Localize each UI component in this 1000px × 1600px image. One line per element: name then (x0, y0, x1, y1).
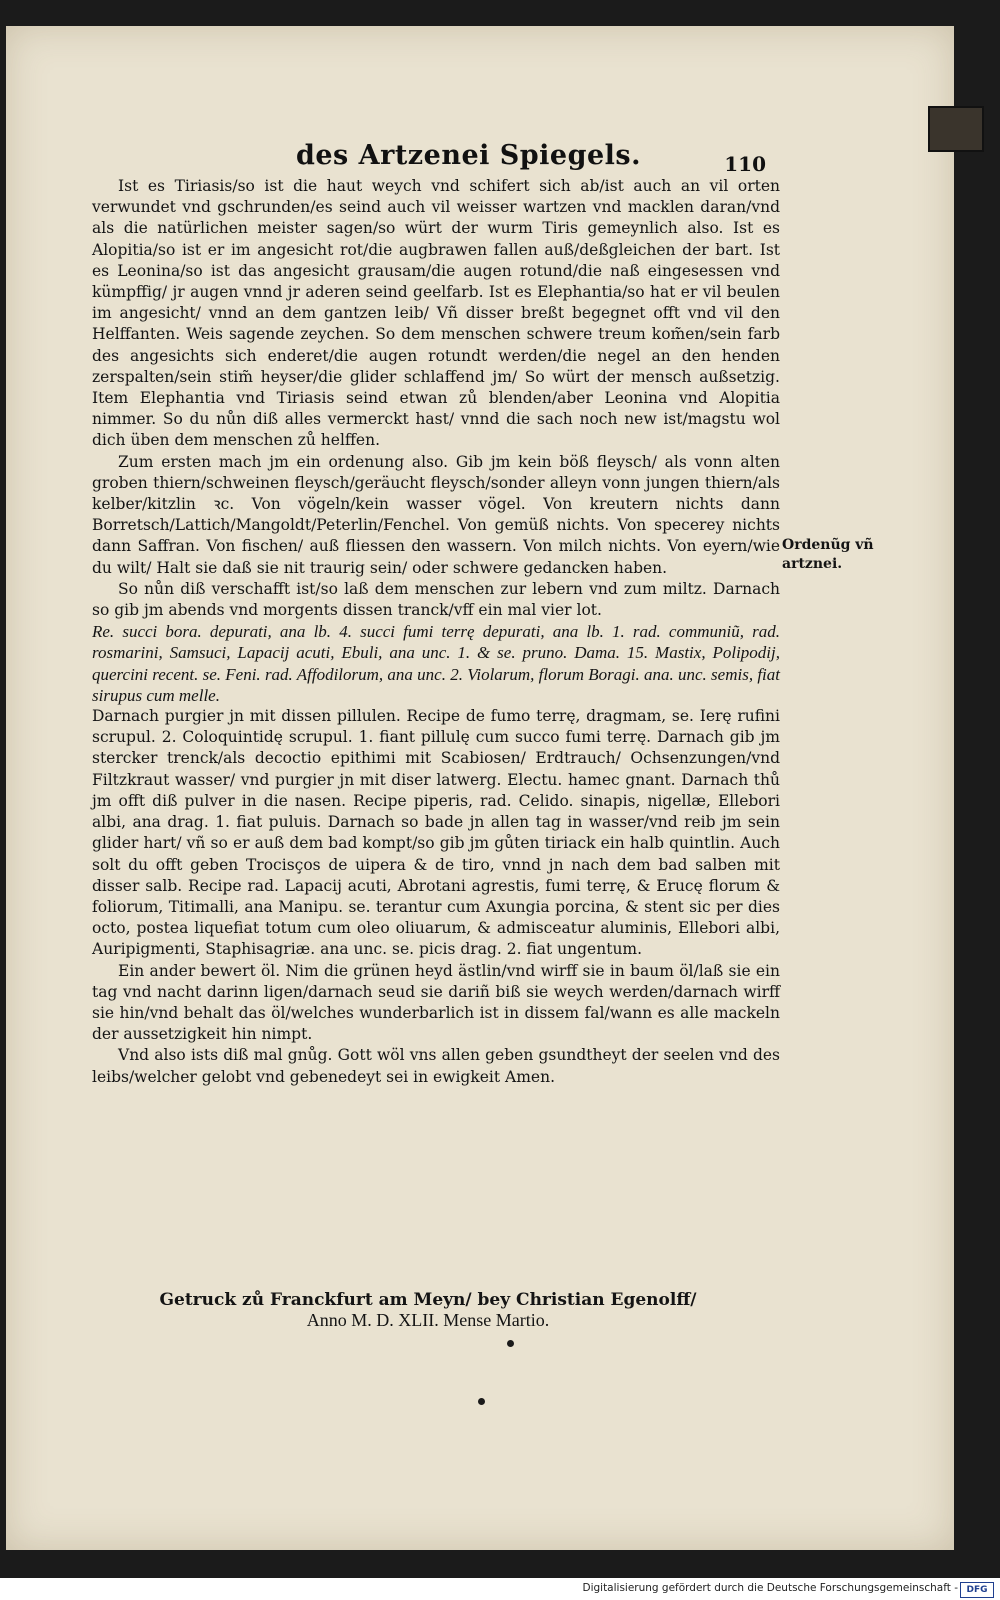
paragraph: Zum ersten mach jm ein ordenung also. Gib jm kein böß fleysch/ als vonn alten groben thiern/schweinen fleysch/geräucht fleysch/sonder alleyn vonn jungen thiern/als kelber/kitzlin ꝛc. Von vögeln/kein wasser vögel. Von kreutern nichts dann Borretsch/Lattich/Mangoldt/Peterlin/Fenchel. Von gemüß nichts. Von specerey nichts dann Saffran. Von fischen/ auß fliessen den wassern. Von milch nichts. Von eyern/wie du wilt/ Halt sie daß sie nit traurig sein/ oder schwere gedancken haben. (92, 452, 780, 577)
colophon-printer: Getruck zů Franckfurt am Meyn/ bey Christian Egenolff/ (159, 1290, 697, 1310)
colophon-date: Anno M. D. XLII. Mense Martio. (306, 1310, 550, 1330)
paragraph: So nůn diß verschafft ist/so laß dem menschen zur lebern vnd zum miltz. Darnach so gib jm abends vnd morgents dissen tranck/vff ein mal vier lot. (92, 579, 780, 620)
dfg-logo-icon: DFG (960, 1582, 994, 1598)
running-title: des Artzenei Spiegels. (296, 140, 642, 171)
marginal-note: Ordenũg vñ artznei. (782, 537, 874, 572)
funding-credit: Digitalisierung gefördert durch die Deutsche Forschungsgemeinschaft - (582, 1582, 958, 1594)
folio-number: 110 (724, 152, 766, 176)
paragraph: Darnach purgier jn mit dissen pillulen. Recipe de fumo terrę, dragmam, se. Ierę rufini scrupul. 2. Coloquintidę scrupul. 1. fiant pillulę cum succo fumi terrę. Darnach gib jm stercker trenck/als decoctio epithimi mit Scabiosen/ Erdtrauch/ Ochsenzungen/vnd Filtzkraut wasser/ vnd purgier jn mit diser latwerg. Electu. hamec gnant. Darnach thů jm offt diß pulver in die nasen. Recipe piperis, rad. Celido. sinapis, nigellæ, Ellebori albi, ana drag. 1. fiat puluis. Darnach so bade jn allen tag in wasser/vnd reib jm sein glider hart/ vñ so er auß dem bad kompt/so gib jm gůten tiriack ein halb quintlin. Auch solt du offt geben Trocisços de uipera & de tiro, vnnd jn nach dem bad salben mit disser salb. Recipe rad. Lapacij acuti, Abrotani agrestis, fumi terrę, & Erucę florum & foliorum, Titimalli, ana Manipu. se. terantur cum Axungia porcina, & stent sic per dies octo, postea liquefiat totum cum oleo oliuarum, & admisceatur aluminis, Ellebori albi, Auripigmenti, Staphisagriæ. ana unc. se. picis drag. 2. fiat ungentum. (92, 707, 780, 959)
colophon (148, 1290, 708, 1331)
page-tab-marker (928, 106, 984, 152)
ornament-dot (507, 1340, 514, 1347)
paragraph: Ein ander bewert öl. Nim die grünen heyd ästlin/vnd wirff sie in baum öl/laß sie ein tag vnd nacht darinn ligen/darnach seud sie dariñ biß sie weych werden/darnach wirff sie hin/vnd behalt das öl/welches wunderbarlich ist in dissem fal/wann es alle mackeln der aussetzigkeit hin nimpt. (92, 961, 780, 1044)
footer-bar (0, 1578, 1000, 1600)
ornament-dot (478, 1398, 485, 1405)
paragraph: Vnd also ists diß mal gnůg. Gott wöl vns allen geben gsundtheyt der seelen vnd des leibs/welcher gelobt vnd gebenedeyt sei in ewigkeit Amen. (92, 1046, 780, 1086)
paragraph: Ist es Tiriasis/so ist die haut weych vnd schifert sich ab/ist auch an vil orten verwundet vnd gschrunden/es seind auch vil weisser wartzen vnd macklen daran/vnd als die natürlichen meister sagen/so würt der wurm Tiris gemeynlich also. Ist es Alopitia/so ist er im angesicht rot/die augbrawen fallen auß/deßgleichen der bart. Ist es Leonina/so ist das angesicht grausam/die augen rotund/die naß eingesessen vnd kümpffig/ jr augen vnnd jr aderen seind geelfarb. Ist es Elephantia/so hat er vil beulen im angesicht/ vnnd an dem gantzen leib/ Vñ disser breßt begegnet offt vnd vil den Helffanten. Weis sagende zeychen. So dem menschen schwere treum kom̃en/sein farb des angesichts sich enderet/die augen rotundt werden/die negel an den henden zerspalten/sein stim̃ heyser/die glider schlaffend jm/ So würt der mensch außsetzig. Item Elephantia vnd Tiriasis seind etwan zů blenden/aber Leonina vnd Alopitia nimmer. So du nůn diß alles vermerckt hast/ vnnd die sach noch new ist/magstu wol dich üben dem menschen zů helffen. (92, 177, 780, 450)
latin-recipe: Re. succi bora. depurati, ana lb. 4. succi fumi terrę depurati, ana lb. 1. rad. communiũ, rad. rosmarini, Samsuci, Lapacij acuti, Ebuli, ana unc. 1. & se. pruno. Dama. 15. Mastix, Polipodij, quercini recent. se. Feni. rad. Affodilorum, ana unc. 2. Violarum, florum Boragi. ana. unc. semis, fiat sirupus cum melle. (92, 622, 780, 705)
main-text-block (92, 176, 780, 1088)
